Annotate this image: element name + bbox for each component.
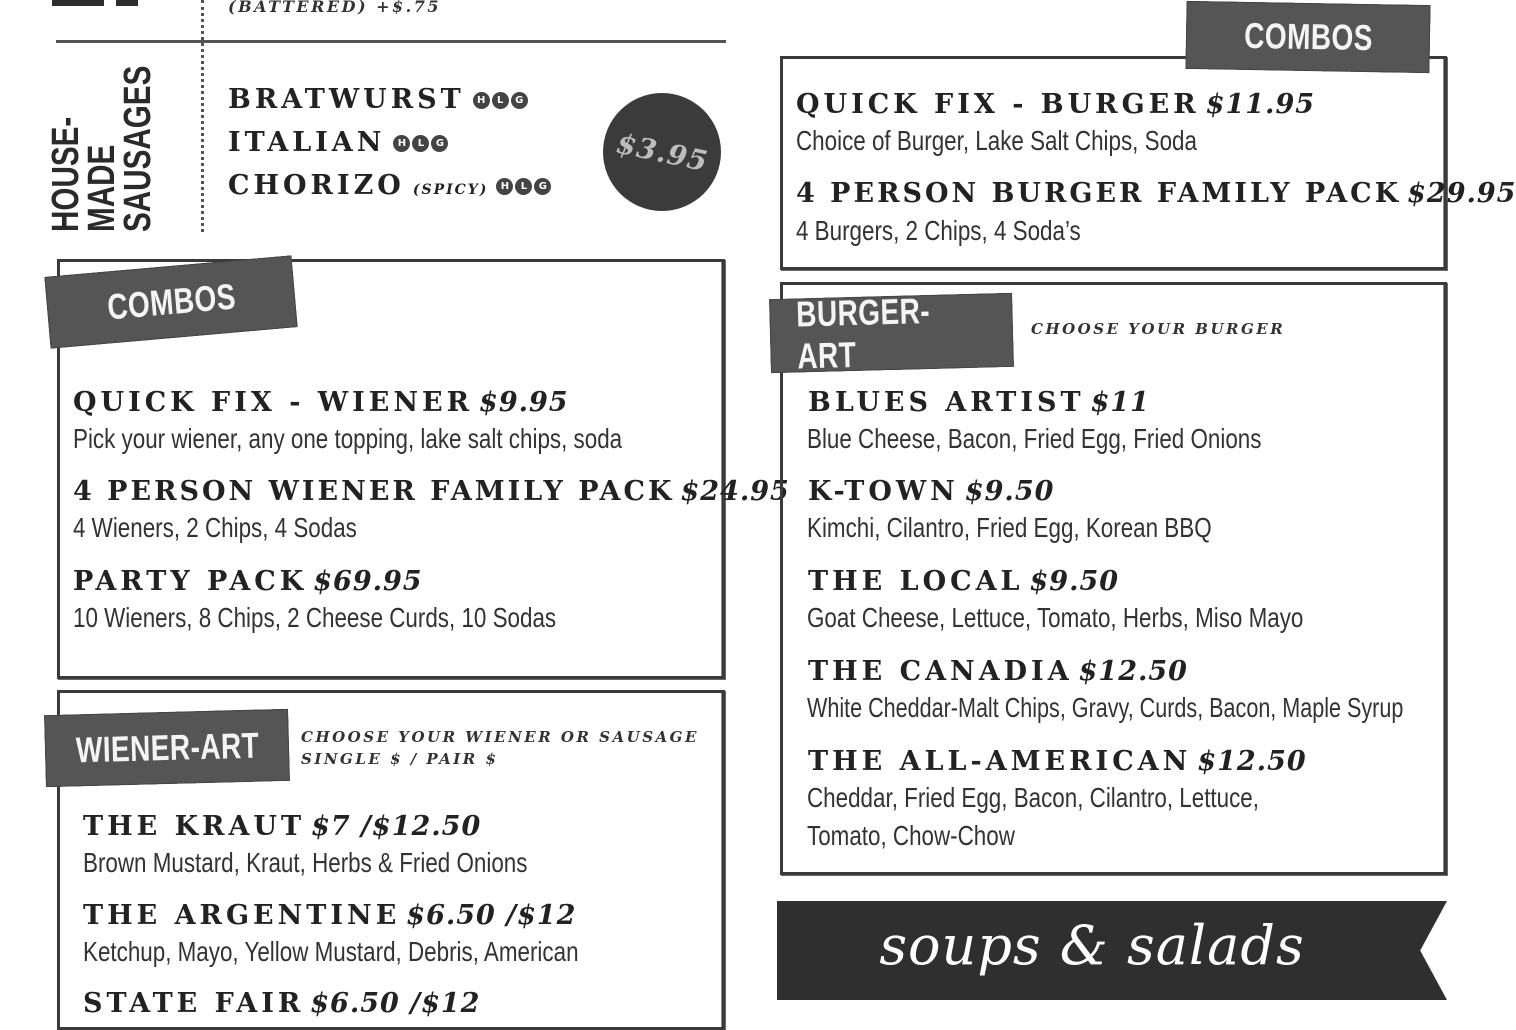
wiener-item-the-kraut: THE KRAUT $7 /$12.50 (83, 811, 482, 842)
battered-note: (BATTERED) +$.75 (228, 0, 441, 16)
sausages-heading (45, 62, 188, 232)
burger-item-the-canadia: THE CANADIA $12.50 (808, 656, 1188, 687)
wiener-art-note-line1: CHOOSE YOUR WIENER OR SAUSAGE (301, 728, 699, 746)
sausage-item-italian: ITALIAN H L G (228, 127, 448, 158)
burger-desc-the-all-american-line2: Tomato, Chow-Chow (807, 820, 1015, 851)
soups-salads-title: soups & salads (879, 914, 1305, 977)
sausage-item-bratwurst: BRATWURST H L G (228, 84, 528, 115)
burger-art-tag: BURGER-ART (769, 293, 1014, 373)
sausages-dotted-divider (201, 0, 204, 232)
burger-item-blues-artist: BLUES ARTIST $11 (808, 387, 1150, 418)
burger-desc-the-local: Goat Cheese, Lettuce, Tomato, Herbs, Miso Mayo (807, 602, 1304, 633)
combo-desc-party-pack: 10 Wieners, 8 Chips, 2 Cheese Curds, 10 Sodas (73, 602, 557, 633)
section-divider (56, 40, 726, 43)
burger-desc-the-canadia: White Cheddar-Malt Chips, Gravy, Curds, Bacon, Maple Syrup (807, 692, 1404, 723)
burger-item-k-town: K-TOWN $9.50 (808, 476, 1055, 507)
burger-art-note: CHOOSE YOUR BURGER (1031, 320, 1286, 338)
combo-item-quick-fix-burger: QUICK FIX - BURGER $11.95 (796, 89, 1316, 120)
burger-item-the-all-american: THE ALL-AMERICAN $12.50 (808, 746, 1307, 777)
hlg-badge-icon: H L G (473, 92, 528, 109)
combo-item-wiener-family-pack: 4 PERSON WIENER FAMILY PACK $24.95 (73, 476, 790, 507)
burger-item-the-local: THE LOCAL $9.50 (808, 566, 1120, 597)
combo-desc-quick-fix-wiener: Pick your wiener, any one topping, lake salt chips, soda (73, 423, 623, 454)
sausage-price-badge (603, 93, 721, 211)
sausage-price: $3.95 (613, 126, 711, 178)
combo-item-burger-family-pack: 4 PERSON BURGER FAMILY PACK $29.95 (796, 178, 1516, 209)
wiener-desc-the-argentine: Ketchup, Mayo, Yellow Mustard, Debris, American (83, 936, 579, 967)
sausages-heading-line2: MADE (81, 144, 123, 232)
combos-right-tag: COMBOS (1185, 1, 1430, 73)
combo-desc-quick-fix-burger: Choice of Burger, Lake Salt Chips, Soda (796, 125, 1197, 156)
wiener-art-note-line2: SINGLE $ / PAIR $ (301, 750, 499, 768)
wiener-item-state-fair: STATE FAIR $6.50 /$12 (83, 988, 481, 1019)
wiener-desc-the-kraut: Brown Mustard, Kraut, Herbs & Fried Onions (83, 847, 528, 878)
sausage-item-chorizo: CHORIZO (SPICY) H L G (228, 170, 551, 201)
wiener-art-tag: WIENER-ART (44, 709, 290, 787)
sausages-heading-line1: HOUSE- (45, 116, 87, 232)
hlg-badge-icon: H L G (496, 178, 551, 195)
hlg-badge-icon: H L G (393, 135, 448, 152)
wiener-item-the-argentine: THE ARGENTINE $6.50 /$12 (83, 900, 577, 931)
sausages-heading-line3: SAUSAGES (117, 65, 159, 232)
spicy-note: (SPICY) (412, 182, 489, 198)
top-logo-fragment (52, 0, 202, 8)
combo-desc-burger-family-pack: 4 Burgers, 2 Chips, 4 Soda’s (796, 215, 1081, 246)
combos-left-tag: COMBOS (44, 255, 297, 348)
combo-item-quick-fix-wiener: QUICK FIX - WIENER $9.95 (73, 387, 569, 418)
burger-desc-blues-artist: Blue Cheese, Bacon, Fried Egg, Fried Onions (807, 423, 1262, 454)
combo-desc-wiener-family-pack: 4 Wieners, 2 Chips, 4 Sodas (73, 512, 357, 543)
burger-desc-k-town: Kimchi, Cilantro, Fried Egg, Korean BBQ (807, 512, 1212, 543)
burger-desc-the-all-american: Cheddar, Fried Egg, Bacon, Cilantro, Lettuce, (807, 782, 1259, 813)
combo-item-party-pack: PARTY PACK $69.95 (73, 566, 423, 597)
